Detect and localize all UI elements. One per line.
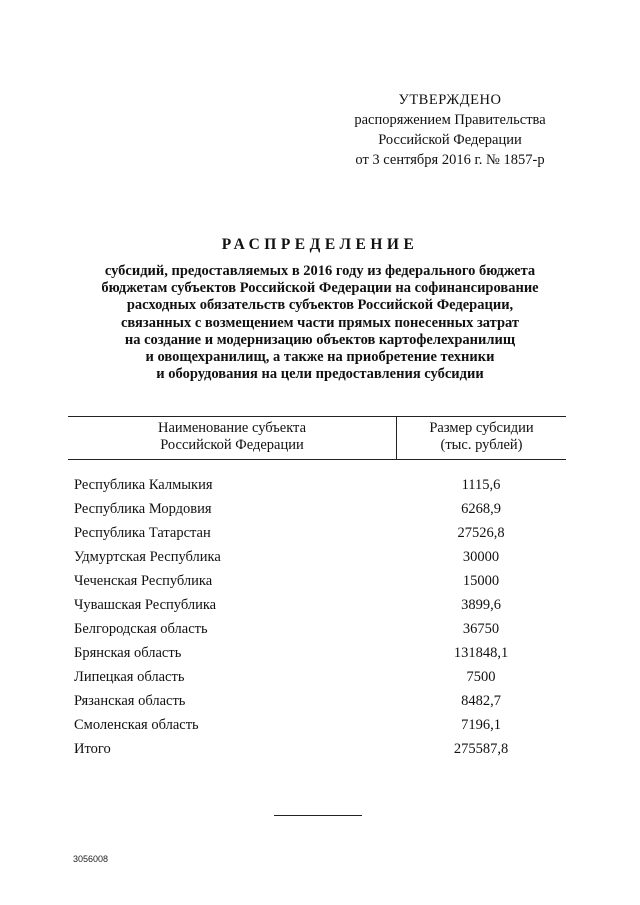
table-row [68, 713, 566, 737]
document-subtitle [80, 263, 560, 383]
region-name: Удмуртская Республика [74, 549, 221, 565]
region-name: Брянская область [74, 645, 182, 661]
region-name: Белгородская область [74, 621, 208, 637]
closing-divider [274, 815, 362, 816]
approval-issuer-country: Российской Федерации [378, 132, 522, 148]
subsidy-amount: 8482,7 [461, 693, 501, 709]
column-header-region [68, 417, 397, 459]
table-row [68, 593, 566, 617]
subsidy-amount: 275587,8 [453, 741, 509, 757]
subtitle-line: субсидий, предоставляемых в 2016 году из федерального бюджета [104, 263, 536, 279]
subsidy-table [68, 416, 566, 761]
subsidy-amount: 15000 [462, 573, 500, 589]
column-header-amount [397, 417, 566, 459]
document-code: 3056008 [73, 854, 109, 864]
approval-block [330, 90, 570, 170]
region-name: Смоленская область [74, 717, 199, 733]
region-name: Итого [74, 741, 111, 757]
table-row [68, 569, 566, 593]
approval-heading: УТВЕРЖДЕНО [398, 92, 502, 108]
document-title: РАСПРЕДЕЛЕНИЕ [221, 236, 419, 253]
table-row [68, 473, 566, 497]
column-header-region-line1: Наименование субъекта [157, 420, 307, 436]
subtitle-line: и овощехранилищ, а также на приобретение техники [145, 349, 495, 366]
approval-issuer: распоряжением Правительства [354, 112, 546, 128]
table-row [68, 689, 566, 713]
region-name: Республика Калмыкия [74, 477, 213, 493]
subsidy-amount: 3899,6 [461, 597, 501, 613]
subtitle-line: расходных обязательств субъектов Российской Федерации, [126, 297, 514, 314]
region-name: Республика Татарстан [74, 525, 211, 541]
column-header-amount-line2: (тыс. рублей) [440, 437, 523, 453]
subtitle-line: и оборудования на цели предоставления субсидии [156, 366, 484, 383]
subsidy-amount: 7196,1 [461, 717, 501, 733]
subtitle-line: на создание и модернизацию объектов картофелехранилищ [124, 331, 516, 348]
subtitle-line: бюджетам субъектов Российской Федерации на софинансирование [101, 280, 539, 297]
region-name: Чеченская Республика [74, 573, 213, 589]
region-name: Чувашская Республика [74, 597, 217, 613]
column-header-region-line2: Российской Федерации [160, 437, 304, 453]
table-row [68, 497, 566, 521]
subsidy-amount: 1115,6 [461, 477, 501, 493]
table-header [68, 416, 566, 460]
table-row [68, 665, 566, 689]
table-row [68, 617, 566, 641]
table-row [68, 521, 566, 545]
subsidy-amount: 131848,1 [453, 645, 509, 661]
table-body [68, 473, 566, 761]
approval-date-number: от 3 сентября 2016 г. № 1857-р [355, 152, 545, 168]
region-name: Республика Мордовия [74, 501, 212, 517]
subsidy-amount: 6268,9 [461, 501, 501, 517]
subsidy-amount: 30000 [462, 549, 500, 565]
table-row [68, 641, 566, 665]
subtitle-line: связанных с возмещением части прямых понесенных затрат [120, 314, 520, 331]
region-name: Рязанская область [74, 693, 186, 709]
table-row [68, 545, 566, 569]
subsidy-amount: 36750 [462, 621, 500, 637]
region-name: Липецкая область [74, 669, 185, 685]
subsidy-amount: 7500 [466, 669, 496, 685]
subsidy-amount: 27526,8 [457, 525, 505, 541]
column-header-amount-line1: Размер субсидии [429, 420, 534, 436]
table-row-total [68, 737, 566, 761]
